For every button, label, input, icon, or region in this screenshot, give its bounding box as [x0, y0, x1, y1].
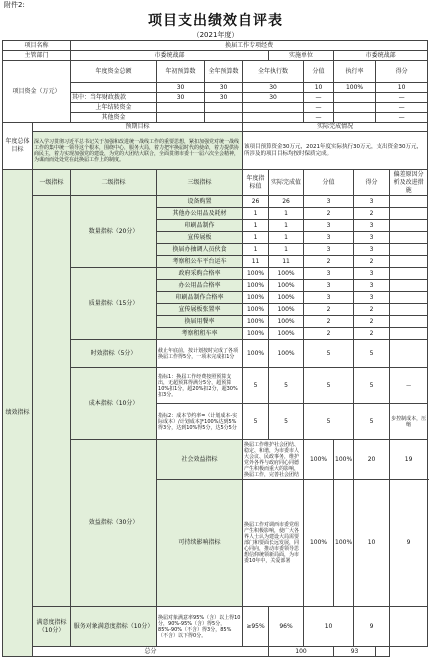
goal-actual: 该项目预算资金30万元，2021年度实际执行30万元，支出资金30万元，所涉及的项目目标均按时保质完成。 [243, 132, 428, 170]
qual-reason [390, 316, 428, 328]
sat-score: 10 [304, 607, 354, 647]
qty-item: 宣传展板 [157, 232, 243, 244]
qual-reason [390, 292, 428, 304]
qty-reason [390, 256, 428, 268]
social-item: 换届工作维护社会团结、稳定、和谐，为市委市人大会议、民政事务，维护党外各界与政府同心同德产生积极而重大的影响，换届工作，完善社会团结 [243, 440, 304, 480]
year-note: （2021年度） [192, 31, 239, 39]
qty-get: 3 [354, 232, 390, 244]
funds-rate [334, 93, 376, 103]
sat-sub-label: 服务对象满意度指标（10分） [71, 607, 157, 647]
funds-get: — [376, 113, 428, 123]
perf-header-l2: 二级指标 [71, 170, 157, 196]
sust-actual: 100% [334, 480, 354, 607]
cost-get: 5 [354, 404, 390, 440]
funds-full: 30 [205, 93, 243, 103]
effect-label: 效益指标（30分） [71, 440, 157, 607]
qual-target: 100% [243, 316, 269, 328]
qty-target: 11 [243, 256, 269, 268]
funds-row-label: 其中：当年财政拨款 [71, 93, 157, 103]
qty-get: 2 [354, 208, 390, 220]
qty-target: 26 [243, 196, 269, 208]
page-title: 项目支出绩效自评表 [148, 13, 283, 29]
time-score: 5 [304, 340, 354, 368]
qty-score: 3 [304, 220, 354, 232]
funds-col-score: 分值 [304, 61, 334, 83]
cost-score: 5 [304, 404, 354, 440]
sat-label: 满意度指标（10分） [33, 607, 71, 647]
cost-target: 5 [243, 404, 269, 440]
qty-item: 考察租公车平台运车 [157, 256, 243, 268]
qual-reason [390, 328, 428, 340]
qty-label: 数量指标（20分） [71, 196, 157, 268]
funds-start: 30 [157, 93, 205, 103]
time-get: 5 [354, 340, 390, 368]
total-label: 总分 [33, 647, 269, 657]
qual-get: 2 [354, 316, 390, 328]
qual-actual: 100% [269, 280, 304, 292]
perf-header-score: 分值 [304, 170, 354, 196]
qty-actual: 1 [269, 244, 304, 256]
cost-item: 指标2：成本节约率=（计划成本-实际成本）/计划成本]*100%达到5%得3分，达到10%得5分，达5分5分 [157, 404, 243, 440]
qual-actual: 100% [269, 292, 304, 304]
qual-score: 2 [304, 304, 354, 316]
sust-get: 9 [390, 480, 428, 607]
output-label [33, 196, 71, 607]
qual-actual: 100% [269, 316, 304, 328]
perf-header-l1: 一级指标 [33, 170, 71, 196]
qual-target: 100% [243, 268, 269, 280]
qual-actual: 100% [269, 304, 304, 316]
qual-target: 100% [243, 280, 269, 292]
social-get: 19 [390, 440, 428, 480]
qual-reason [390, 280, 428, 292]
funds-col-rate: 执行率 [334, 61, 376, 83]
funds-label: 项目资金（万元） [3, 61, 71, 123]
perf-header-l3: 三级指标 [157, 170, 243, 196]
qty-reason [390, 196, 428, 208]
project-name-label: 项目名称 [3, 41, 71, 51]
qty-score: 3 [304, 244, 354, 256]
qty-score: 3 [304, 196, 354, 208]
qty-actual: 1 [269, 232, 304, 244]
qty-actual: 11 [269, 256, 304, 268]
qual-label: 质量指标（15分） [71, 268, 157, 340]
sust-target: 100% [304, 480, 334, 607]
qual-get: 2 [354, 304, 390, 316]
funds-rate: 100% [334, 83, 376, 93]
dept-label: 主管部门 [3, 51, 71, 61]
qual-score: 3 [304, 280, 354, 292]
qty-reason [390, 220, 428, 232]
sat-actual: 96% [269, 607, 304, 647]
attachment-label: 附件2: [4, 1, 25, 9]
funds-start [157, 103, 205, 113]
funds-exec [243, 103, 304, 113]
cost-reason: 步控制成本，压缩 [390, 404, 428, 440]
sust-item: 换届工作对调西市委党组产生积极影响，使广大各界人士认为建设大局需要部门和要面长远发展，同心同向，推动市委领导思想信仰统领新局面，为市委10年中，关爱部署 [243, 480, 304, 607]
qty-target: 1 [243, 232, 269, 244]
time-item: 截止年底前，按计划按时完成了各项换届工作得5分，一项未完成扣1分 [157, 340, 243, 368]
cost-label: 成本指标（10分） [71, 368, 157, 440]
goal-expected: 深入学习贯彻习近平总书记关于加强和改进统一战线工作的重要思想，紧扣加强党对统一战线工作的集中统一领导这个根本，围绕中心，服务大局，着力把牢换届时代的使命，着力提供协商民主，着力实现加强党的建设，为党的大团结大联合，全面贯彻市委十一届六次全会精神，为谋而而处处党在此换届工作上的制度。 [33, 132, 243, 170]
qty-score: 3 [304, 232, 354, 244]
qual-get: 3 [354, 280, 390, 292]
perf-label: 绩效指标 [3, 170, 33, 657]
perf-header-actual: 实际完成值 [269, 170, 304, 196]
qty-actual: 1 [269, 208, 304, 220]
sat-item: 换届对象满意率95%（含）以上得10分，90%-95%（含）得5分，85%-90%（不含）得3分，85%（不含）以下得0分。 [157, 607, 243, 647]
perf-header-get: 得分 [354, 170, 390, 196]
funds-score: 10 [304, 83, 334, 93]
qty-actual: 1 [269, 220, 304, 232]
qty-item: 印刷品制作 [157, 220, 243, 232]
social-score: 20 [354, 440, 390, 480]
funds-start: 30 [157, 83, 205, 93]
funds-col-total: 年度资金总额 [71, 61, 157, 83]
cost-score: 5 [304, 368, 354, 404]
time-actual: 100% [269, 340, 304, 368]
qual-actual: 100% [269, 268, 304, 280]
funds-full [205, 113, 243, 123]
perf-header-reason: 偏差原因分析及改进措施 [390, 170, 428, 196]
qual-score: 2 [304, 316, 354, 328]
funds-get: 10 [376, 83, 428, 93]
qual-item: 印刷品制作合格率 [157, 292, 243, 304]
qty-item: 设备购置 [157, 196, 243, 208]
qty-target: 1 [243, 220, 269, 232]
qty-item: 其他办公用品及耗材 [157, 208, 243, 220]
qual-actual: 100% [269, 328, 304, 340]
qual-score: 2 [304, 328, 354, 340]
funds-row-label: 上年结转资金 [71, 103, 157, 113]
qual-score: 3 [304, 292, 354, 304]
funds-exec: 30 [243, 93, 304, 103]
time-reason [390, 340, 428, 368]
qty-reason [390, 244, 428, 256]
funds-get: — [376, 93, 428, 103]
time-target: 100% [243, 340, 269, 368]
funds-col-exec: 全年执行数 [243, 61, 304, 83]
goal-expected-label: 预期目标 [33, 123, 243, 132]
sat-reason [390, 607, 428, 647]
funds-exec [243, 113, 304, 123]
sust-score: 10 [354, 480, 390, 607]
qual-reason [390, 304, 428, 316]
qty-reason [390, 208, 428, 220]
sat-get: 9 [354, 607, 390, 647]
qty-get: 3 [354, 244, 390, 256]
qual-item: 换届用餐率 [157, 316, 243, 328]
qual-item: 办公用品合格率 [157, 280, 243, 292]
funds-start [157, 113, 205, 123]
funds-col-start: 年初预算数 [157, 61, 205, 83]
total-reason [376, 647, 390, 657]
qual-item: 考察租租车率 [157, 328, 243, 340]
funds-row-label [71, 83, 157, 93]
qual-target: 100% [243, 304, 269, 316]
funds-col-full: 全年预算数 [205, 61, 243, 83]
cost-reason: — [390, 368, 428, 404]
total-score: 100 [269, 647, 334, 657]
qual-target: 100% [243, 328, 269, 340]
qty-target: 1 [243, 208, 269, 220]
qty-get: 3 [354, 196, 390, 208]
project-name: 换届工作专项经费 [71, 41, 428, 51]
funds-row-label: 其他资金 [71, 113, 157, 123]
funds-score: — [304, 113, 334, 123]
qty-score: 2 [304, 256, 354, 268]
qty-get: 3 [354, 220, 390, 232]
funds-full: 30 [205, 83, 243, 93]
time-label: 时效指标（5分） [71, 340, 157, 368]
qual-item: 宣传展板张置率 [157, 304, 243, 316]
qty-item: 换届办抽调人员伙食 [157, 244, 243, 256]
cost-get: 5 [354, 368, 390, 404]
cost-target: 5 [243, 368, 269, 404]
funds-col-get: 得分 [376, 61, 428, 83]
qual-get: 2 [354, 328, 390, 340]
impl: 市委统战部 [334, 51, 428, 61]
dept: 市委统战部 [71, 51, 269, 61]
qual-item: 政府采购合格率 [157, 268, 243, 280]
total-get: 93 [334, 647, 376, 657]
qual-get: 3 [354, 268, 390, 280]
funds-score: — [304, 93, 334, 103]
cost-item: 指标1：换届工作经费按照预算支出，无超预算得满分5分，超预算10%扣1分，超20%扣2分，超30%扣3分。 [157, 368, 243, 404]
funds-full [205, 103, 243, 113]
funds-score: — [304, 103, 334, 113]
qual-target: 100% [243, 292, 269, 304]
sat-target: ≥95% [243, 607, 269, 647]
social-target: 100% [304, 440, 334, 480]
qty-actual: 26 [269, 196, 304, 208]
funds-rate [334, 113, 376, 123]
social-label: 社会效益指标 [157, 440, 243, 480]
perf-header-target: 年度指标值 [243, 170, 269, 196]
qual-get: 3 [354, 292, 390, 304]
funds-exec: 30 [243, 83, 304, 93]
social-actual: 100% [334, 440, 354, 480]
qty-get: 2 [354, 256, 390, 268]
evaluation-table [2, 40, 428, 657]
qty-score: 2 [304, 208, 354, 220]
impl-label: 实施单位 [269, 51, 334, 61]
cost-actual: 5 [269, 368, 304, 404]
funds-get: — [376, 103, 428, 113]
qual-reason [390, 268, 428, 280]
goal-actual-label: 实际完成情况 [243, 123, 428, 132]
qty-target: 1 [243, 244, 269, 256]
funds-rate [334, 103, 376, 113]
goal-label: 年度总体目标 [3, 123, 33, 170]
sust-label: 可持续影响指标 [157, 480, 243, 607]
cost-actual: 5 [269, 404, 304, 440]
qty-reason [390, 232, 428, 244]
qual-score: 3 [304, 268, 354, 280]
